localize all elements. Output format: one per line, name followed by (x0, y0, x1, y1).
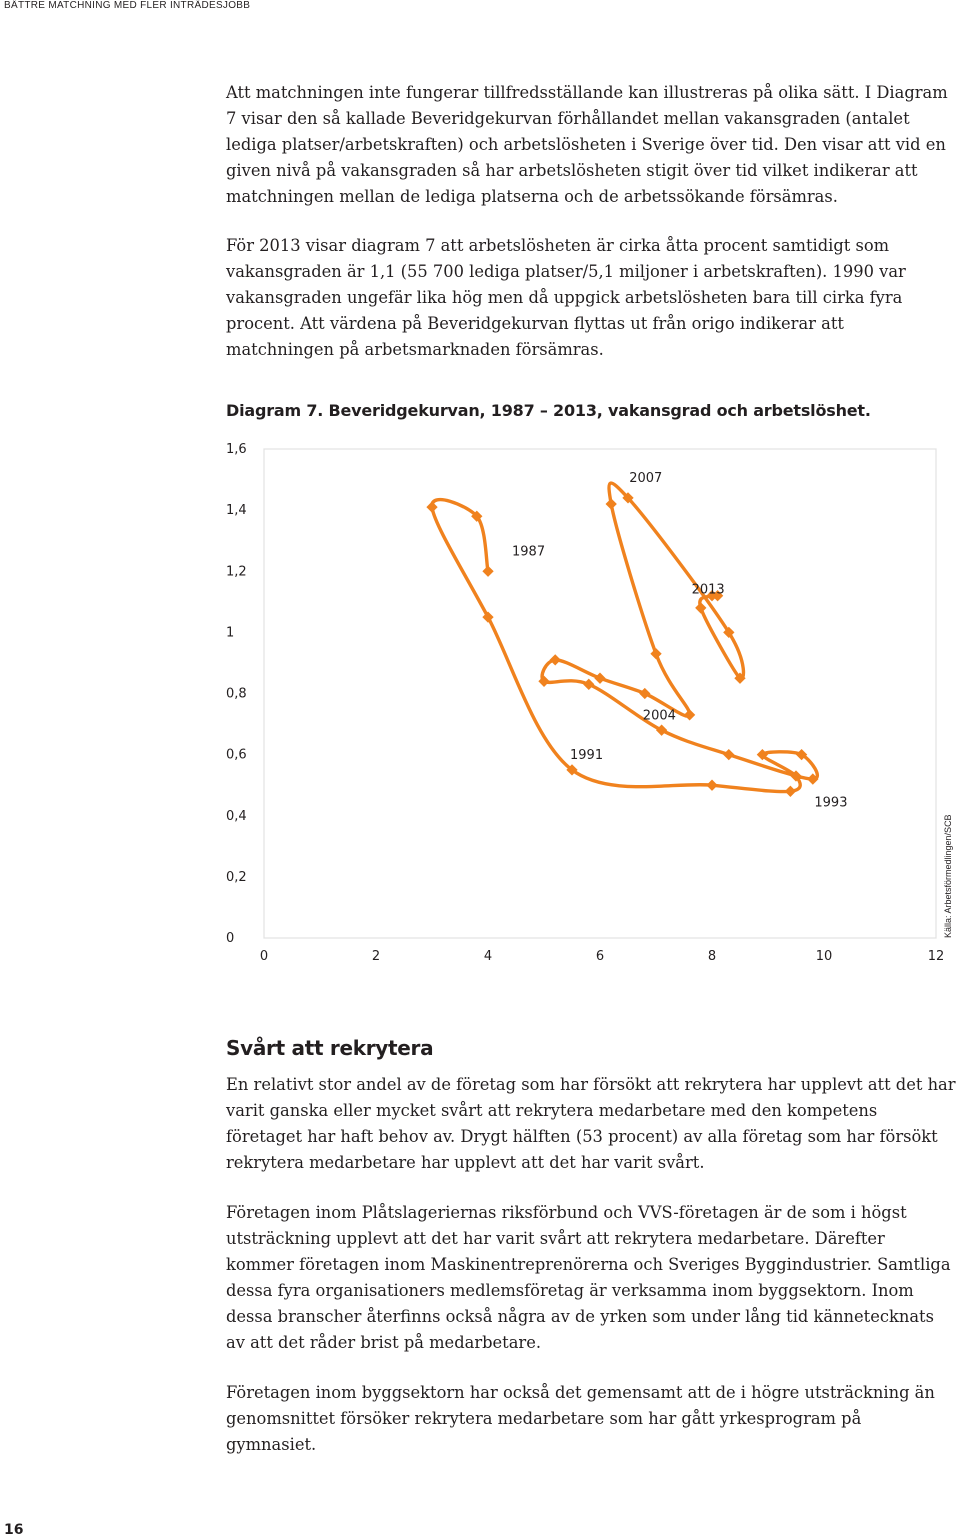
y-tick-label: 0,6 (226, 747, 247, 763)
data-point-marker (426, 501, 437, 512)
data-point-marker (650, 648, 661, 659)
year-annotation: 2004 (642, 708, 676, 724)
y-tick-label: 1 (226, 625, 235, 641)
y-tick-label: 0,4 (226, 808, 247, 824)
data-point-marker (785, 786, 796, 797)
y-tick-label: 0,8 (226, 686, 247, 702)
running-header: BÄTTRE MATCHNING MED FLER INTRÄDESJOBB (4, 0, 251, 11)
year-annotation: 2007 (629, 471, 663, 487)
body-paragraph-3: En relativt stor andel av de företag som har försökt att rekrytera har upplevt att det har varit ganska eller mycket svårt att rekrytera medarbetare med den kompetens företaget har haft behov av. Drygt hälften (53 procent) av alla företag som har försökt rekrytera medarbetare har upplevt att det har varit svårt. (226, 1075, 956, 1172)
y-tick-label: 0,2 (226, 869, 247, 885)
data-point-marker (695, 602, 706, 613)
data-point-marker (583, 679, 594, 690)
data-point-marker (706, 780, 717, 791)
source-note: Källa: Arbetsförmedlingen/SCB (943, 814, 953, 938)
data-point-marker (538, 676, 549, 687)
data-point-marker (594, 673, 605, 684)
x-tick-label: 10 (815, 949, 833, 964)
x-tick-label: 2 (371, 949, 381, 964)
body-paragraph-2: För 2013 visar diagram 7 att arbetslösheten är cirka åtta procent samtidigt som vakansgraden är 1,1 (55 700 lediga platser/5,1 miljoner i arbetskraften). 1990 var vakansgraden ungefär lika hög men då uppgick arbetslösheten bara till cirka fyra procent. Att värdena på Beveridgekurvan flyttas ut från origo indikerar att matchningen på arbetsmarknaden försämras. (226, 236, 906, 359)
year-annotation: 1987 (512, 544, 546, 560)
beveridge-curve-line (432, 483, 817, 792)
x-tick-label: 0 (259, 949, 269, 964)
y-tick-label: 0 (226, 931, 235, 946)
data-point-marker (550, 654, 561, 665)
data-point-marker (723, 749, 734, 760)
data-point-marker (639, 688, 650, 699)
year-annotation: 2013 (691, 582, 725, 598)
x-tick-label: 6 (595, 949, 605, 964)
x-tick-label: 4 (483, 949, 493, 964)
x-tick-label: 8 (707, 949, 717, 964)
data-point-marker (482, 566, 493, 577)
body-paragraph-4: Företagen inom Plåtslageriernas riksförbund och VVS-företagen är de som i högst utsträckning upplevt att det har varit svårt att rekrytera medarbetare. Därefter kommer företagen inom Maskinentreprenörerna och Sveriges Byggindustrier. Samtliga dessa fyra organisationers medlemsföretag är verksamma inom byggsektorn. Inom dessa branscher återfinns också några av de yrken som under lång tid kännetecknats av att det råder brist på medarbetare. (226, 1203, 951, 1352)
section-heading: Svårt att rekrytera (226, 1036, 434, 1060)
beveridge-curve-chart (210, 435, 960, 970)
plot-frame (264, 449, 936, 938)
year-annotation: 1993 (814, 795, 848, 811)
y-tick-label: 1,4 (226, 503, 247, 519)
chart-title: Diagram 7. Beveridgekurvan, 1987 – 2013, vakansgrad och arbetslöshet. (226, 401, 871, 420)
body-paragraph-5: Företagen inom byggsektorn har också det gemensamt att de i högre utsträckning än genomsnittet försöker rekrytera medarbetare som har gått yrkesprogram på gymnasiet. (226, 1383, 935, 1454)
body-paragraph-1: Att matchningen inte fungerar tillfredsställande kan illustreras på olika sätt. I Diagram 7 visar den så kallade Beveridgekurvan förhållandet mellan vakansgraden (antalet lediga platser/arbetskraften) och arbetslösheten i Sverige över tid. Den visar att vid en given nivå på vakansgraden så har arbetslösheten stigit över tid vilket indikerar att matchningen mellan de lediga platserna och de arbetssökande försämras. (226, 83, 948, 206)
data-point-marker (684, 709, 695, 720)
x-tick-label: 12 (927, 949, 945, 964)
y-tick-label: 1,2 (226, 564, 247, 580)
year-annotation: 1991 (570, 747, 604, 763)
page-number: 16 (4, 1522, 24, 1538)
y-tick-label: 1,6 (226, 442, 247, 457)
data-point-marker (606, 498, 617, 509)
